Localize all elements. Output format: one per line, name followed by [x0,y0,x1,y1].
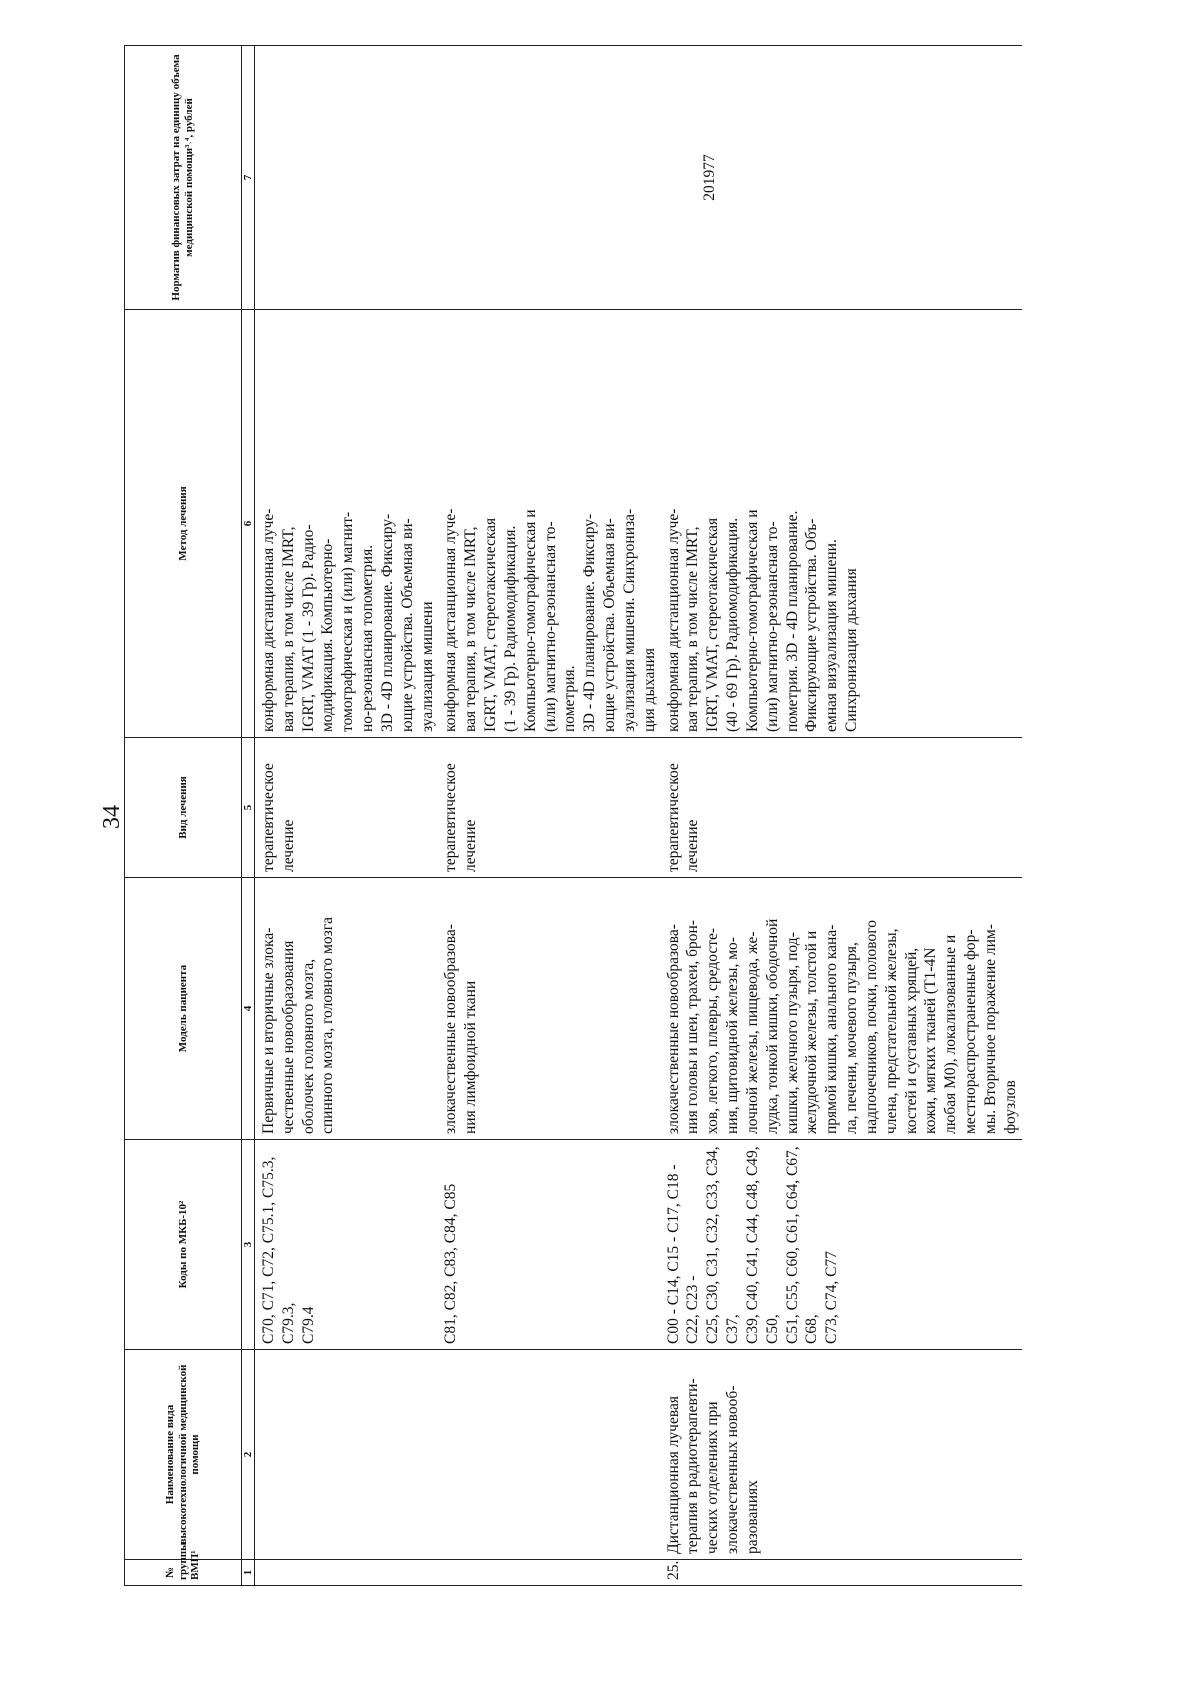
cell-cost-standard: 201977 [662,46,1023,310]
cell-cost-standard [439,46,661,310]
column-number: 1 [242,1560,255,1586]
cell-icd-codes: C70, C71, C72, C75.1, C75.3, C79.3, C79.4 [255,1140,440,1350]
cell-treatment-method: конформная дистанционная луче- вая терапия, в том числе IMRT, IGRT, VMAT, стереотаксическая (40 - 69 Гр). Радиомодификация. Компьютерно-томографическая и (или) магнитно-резонансная то- пометрия. 3D - 4D планирование. Фиксирующие устройства. Объ- емная визуализация мишени. Синхронизация дыхания [662,310,1023,738]
cell-treatment-type: терапевтическое лечение [439,738,661,878]
vmp-table [124,45,1022,1586]
header-vmp-name: Наименование вида высокотехнологичной медицинской помощи [125,1350,242,1560]
cell-treatment-method: конформная дистанционная луче- вая терапия, в том числе IMRT, IGRT, VMAT, стереотаксическая (1 - 39 Гр). Радиомодификация. Компьютерно-томографическая и (или) магнитно-резонансная то- пометрия. 3D - 4D планирование. Фиксиру- ющие устройства. Объемная ви- зуализация мишени. Синхрониза- ция дыхания [439,310,661,738]
cell-vmp-name [255,1350,440,1560]
cell-vmp-name: Дистанционная лучевая терапия в радиотерапевти- ческих отделениях при злокачественных новооб- разованиях [662,1350,1023,1560]
column-number: 3 [242,1140,255,1350]
column-number: 7 [242,46,255,310]
header-treatment-type: Вид лечения [125,738,242,878]
header-patient-model: Модель пациента [125,878,242,1140]
cell-group-number [255,1560,440,1586]
cell-group-number [439,1560,661,1586]
table-row [255,46,440,1586]
column-number-row [242,46,255,1586]
cell-group-number: 25. [662,1560,1023,1586]
cell-patient-model: Первичные и вторичные злока- чественные новообразования оболочек головного мозга, спинного мозга, головного мозга [255,878,440,1140]
page-number: 34 [99,805,125,829]
cell-patient-model: злокачественные новообразова- ния головы и шеи, трахеи, брон- хов, легкого, плевры, средосте- ния, щитовидной железы, мо- лочной железы, пищевода, же- лудка, тонкой кишки, ободочной кишки, желчного пузыря, под- желудочной железы, толстой и прямой кишки, анального кана- ла, печени, мочевого пузыря, надпочечников, почки, полового члена, предстательной железы, костей и суставных хрящей, кожи, мягких тканей (T1-4N любая M0), локализованные и местнораспространенные фор- мы. Вторичное поражение лим- фоузлов [662,878,1023,1140]
header-icd-codes: Коды по МКБ-10² [125,1140,242,1350]
rotated-page [124,46,1024,1586]
table-row [662,46,1023,1586]
header-cost-standard: Норматив финансовых затрат на единицу объема медицинской помощи³˒⁴, рублей [125,46,242,310]
column-number: 6 [242,310,255,738]
table-row [439,46,661,1586]
cell-treatment-type: терапевтическое лечение [255,738,440,878]
cell-icd-codes: C00 - C14, C15 - C17, C18 - C22, C23 - C25, C30, C31, C32, C33, C34, C37, C39, C40, C41, C44, C48, C49, C50, C51, C55, C60, C61, C64, C67, C68, C73, C74, C77 [662,1140,1023,1350]
cell-treatment-type: терапевтическое лечение [662,738,1023,878]
column-number: 2 [242,1350,255,1560]
header-row [125,46,242,1586]
header-treatment-method: Метод лечения [125,310,242,738]
column-number: 4 [242,878,255,1140]
header-group-number: № группы ВМП¹ [125,1560,242,1586]
cell-vmp-name [439,1350,661,1560]
cell-cost-standard [255,46,440,310]
column-number: 5 [242,738,255,878]
cell-treatment-method: конформная дистанционная луче- вая терапия, в том числе IMRT, IGRT, VMAT (1 - 39 Гр). Радио- модификация. Компьютерно- томографическая и (или) магнит- но-резонансная топометрия. 3D - 4D планирование. Фиксиру- ющие устройства. Объемная ви- зуализация мишени [255,310,440,738]
cell-icd-codes: C81, C82, C83, C84, C85 [439,1140,661,1350]
cell-patient-model: злокачественные новообразова- ния лимфоидной ткани [439,878,661,1140]
